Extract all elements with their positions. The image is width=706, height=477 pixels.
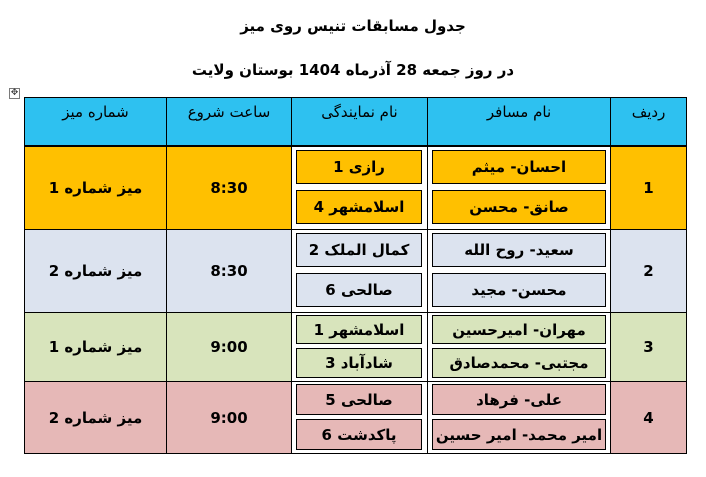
- group2-start-time: 8:30: [166, 229, 292, 313]
- group3-player-1: مهران- امیرحسین: [432, 315, 606, 344]
- group4-player-1: علی- فرهاد: [432, 384, 606, 415]
- group2-row-number: 2: [610, 229, 687, 313]
- page-title: جدول مسابقات تنیس روی میز: [240, 17, 466, 35]
- header-agency-name: نام نمایندگی: [291, 97, 428, 146]
- group4-table-number: میز شماره 2: [24, 381, 167, 454]
- header-start-time: ساعت شروع: [166, 97, 292, 146]
- group3-player-2: مجتبی- محمدصادق: [432, 348, 606, 378]
- group4-row-number: 4: [610, 381, 687, 454]
- group2-table-number: میز شماره 2: [24, 229, 167, 313]
- header-row-number: ردیف: [610, 97, 687, 146]
- group1-player-2: صانق- محسن: [432, 190, 606, 224]
- group1-player-1: احسان- میثم: [432, 150, 606, 184]
- group3-start-time: 9:00: [166, 312, 292, 382]
- group1-start-time: 8:30: [166, 146, 292, 230]
- group3-table-number: میز شماره 1: [24, 312, 167, 382]
- group2-player-1: سعید- روح الله: [432, 233, 606, 267]
- group4-agency-2: پاکدشت 6: [296, 419, 422, 450]
- group4-agency-1: صالحی 5: [296, 384, 422, 415]
- group1-table-number: میز شماره 1: [24, 146, 167, 230]
- group1-row-number: 1: [610, 146, 687, 230]
- header-table-number: شماره میز: [24, 97, 167, 146]
- group1-agency-2: اسلامشهر 4: [296, 190, 422, 224]
- group3-row-number: 3: [610, 312, 687, 382]
- header-player-name: نام مسافر: [427, 97, 611, 146]
- group2-agency-2: صالحی 6: [296, 273, 422, 307]
- group1-agency-1: رازی 1: [296, 150, 422, 184]
- group3-agency-1: اسلامشهر 1: [296, 315, 422, 344]
- move-icon[interactable]: ✥: [10, 88, 19, 98]
- group2-player-2: محسن- مجید: [432, 273, 606, 307]
- group4-player-2: امیر محمد- امیر حسین: [432, 419, 606, 450]
- group4-start-time: 9:00: [166, 381, 292, 454]
- group3-agency-2: شادآباد 3: [296, 348, 422, 378]
- page-subtitle: در روز جمعه 28 آذرماه 1404 بوستان ولایت: [191, 61, 515, 79]
- group2-agency-1: کمال الملک 2: [296, 233, 422, 267]
